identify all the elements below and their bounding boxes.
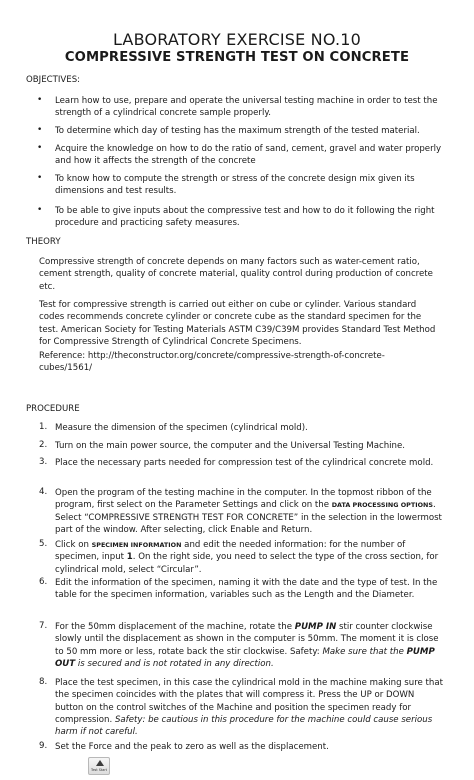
step-text: For the 50mm displacement of the machine, rotate the: [55, 622, 295, 632]
bullet: •: [37, 125, 43, 135]
page-subtitle: COMPRESSIVE STRENGTH TEST ON CONCRETE: [64, 50, 410, 65]
procedure-step: Set the Force and the peak to zero as well as the displacement.: [55, 742, 329, 752]
reference-text: Reference: http://theconstructor.org/concrete/compressive-strength-of-concrete-cubes/1561/: [39, 351, 385, 374]
procedure-step: Turn on the main power source, the computer and the Universal Testing Machine.: [55, 441, 406, 451]
objective-item: To be able to give inputs about the compressive test and how to do it following the right procedure and practicing safety measures.: [55, 206, 435, 229]
pump-out-term: PUMP OUT: [55, 646, 435, 669]
triangle-icon: [96, 760, 104, 766]
bullet: •: [37, 143, 43, 153]
objective-item: To know how to compute the strength or stress of the concrete design mix given its dimensions and test results.: [55, 174, 415, 197]
step-number: 9.: [39, 741, 48, 751]
procedure-step: [55, 621, 445, 670]
safety-text: is secured and is not rotated in any direction.: [75, 658, 274, 669]
specimen-count-value: 1: [126, 552, 133, 563]
objectives-heading: OBJECTIVES:: [26, 75, 81, 85]
test-start-icon: [88, 757, 110, 775]
procedure-step: [55, 539, 445, 576]
bullet: •: [37, 173, 43, 183]
theory-heading: THEORY: [26, 237, 61, 247]
step-number: 2.: [39, 440, 48, 450]
step-text: stir counter clockwise slowly until the displacement as shown in the computer is 50mm. The moment it is close to 50 mm more or less, rotate back the stir clockwise. Safety:: [55, 622, 439, 657]
safety-text: Safety: be cautious in this procedure for the machine could cause serious harm if not careful.: [55, 714, 433, 738]
step-number: 5.: [39, 539, 48, 549]
step-text: Place the test specimen, in this case the cylindrical mold in the machine making sure that the specimen coincides with the plates that will compress it. Press the UP or DOWN button on the control switches of the Machine and position the specimen ready for compression.: [55, 678, 444, 725]
theory-paragraph: Test for compressive strength is carried out either on cube or cylinder. Various standard codes recommends concrete cylinder or concrete cube as the standard specimen for the test. American Society for Testing Materials ASTM C39/C39M provides Standard Test Method for Compressive Strength of Cylindrical Concrete Specimens.: [39, 300, 436, 347]
test-start-label: Test Start: [90, 768, 108, 772]
safety-text: Make sure that the: [322, 646, 407, 657]
step-text: Click on: [55, 540, 92, 550]
procedure-step: Measure the dimension of the specimen (cylindrical mold).: [55, 423, 308, 433]
objective-item: To determine which day of testing has the maximum strength of the tested material.: [55, 126, 420, 136]
step-text: . On the right side, you need to select the type of the cross section, for cylindrical mold, select “Circular”.: [55, 552, 439, 575]
step-number: 4.: [39, 487, 48, 497]
step-text: Open the program of the testing machine in the computer. In the topmost ribbon of the program, first select on the Parameter Settings and click on the: [55, 488, 432, 511]
theory-paragraph: Compressive strength of concrete depends on many factors such as water-cement ratio, cement strength, quality of concrete material, quality control during production of concrete etc.: [39, 257, 433, 292]
step-number: 1.: [39, 422, 48, 432]
bullet: •: [37, 95, 43, 105]
page-title: LABORATORY EXERCISE NO.10: [112, 30, 362, 49]
bullet: •: [37, 205, 43, 215]
data-processing-options-term: DATA PROCESSING OPTIONS: [331, 501, 433, 510]
procedure-step: Edit the information of the specimen, naming it with the date and the type of test. In the table for the specimen information, variables such as the Length and the Diameter.: [55, 578, 438, 601]
procedure-heading: PROCEDURE: [26, 404, 80, 414]
step-text: . Select “COMPRESSIVE STRENGTH TEST FOR CONCRETE” in the selection in the lowermost part of the window. After selecting, click Enable and Return.: [55, 500, 442, 535]
step-number: 6.: [39, 577, 48, 587]
step-text: and edit the needed information: for the number of specimen, input: [55, 540, 406, 563]
step-number: 8.: [39, 677, 48, 687]
procedure-step: [55, 487, 445, 536]
specimen-information-term: SPECIMEN INFORMATION: [91, 541, 182, 549]
objective-item: Learn how to use, prepare and operate the universal testing machine in order to test the strength of a cylindrical concrete sample properly.: [55, 96, 438, 119]
step-number: 7.: [39, 621, 48, 631]
objective-item: Acquire the knowledge on how to do the ratio of sand, cement, gravel and water properly and how it affects the strength of the concrete: [55, 144, 442, 167]
step-number: 3.: [39, 457, 48, 467]
pump-in-term: PUMP IN: [294, 622, 337, 632]
procedure-step: [55, 677, 445, 738]
procedure-step: Place the necessary parts needed for compression test of the cylindrical concrete mold.: [55, 458, 434, 468]
